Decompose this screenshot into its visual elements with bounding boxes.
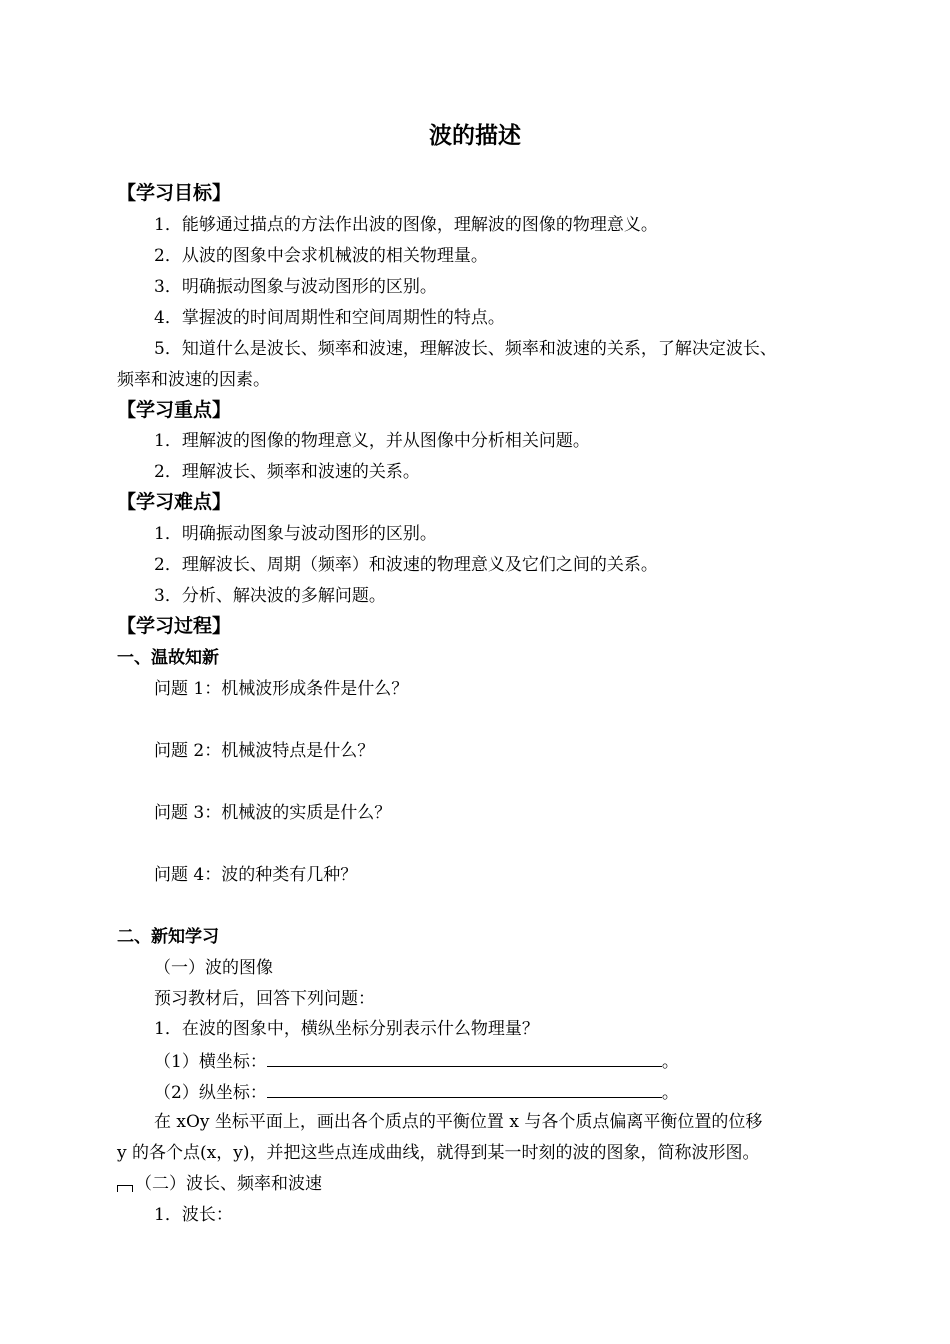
review-question: 问题 4：波的种类有几种？ bbox=[154, 865, 358, 885]
difficulty-item: 3．分析、解决波的多解问题。 bbox=[154, 586, 386, 606]
key-points-heading: 【学习重点】 bbox=[117, 399, 232, 421]
wavelength-section-title: （二）波长、频率和波速 bbox=[135, 1174, 322, 1194]
x-axis-label: （1）横坐标： bbox=[154, 1052, 267, 1072]
difficulty-item: 1．明确振动图象与波动图形的区别。 bbox=[154, 524, 437, 544]
y-axis-answer-blank[interactable] bbox=[267, 1081, 662, 1098]
y-axis-answer-row bbox=[154, 1081, 679, 1103]
y-axis-label: （2）纵坐标： bbox=[154, 1083, 267, 1103]
goal-item: 4．掌握波的时间周期性和空间周期性的特点。 bbox=[154, 308, 505, 328]
new-learning-heading: 二、新知学习 bbox=[117, 927, 219, 947]
x-axis-answer-blank[interactable] bbox=[267, 1050, 662, 1067]
paragraph-line: y 的各个点(x，y)，并把这些点连成曲线，就得到某一时刻的波的图象，简称波形图。 bbox=[117, 1143, 760, 1163]
wavelength-item: 1．波长： bbox=[154, 1205, 233, 1225]
editing-mark-icon bbox=[117, 1185, 133, 1192]
key-point-item: 2．理解波长、频率和波速的关系。 bbox=[154, 462, 420, 482]
goal-item: 2．从波的图象中会求机械波的相关物理量。 bbox=[154, 246, 488, 266]
review-heading: 一、温故知新 bbox=[117, 648, 219, 668]
difficulty-item: 2．理解波长、周期（频率）和波速的物理意义及它们之间的关系。 bbox=[154, 555, 658, 575]
goal-item-continued: 频率和波速的因素。 bbox=[117, 370, 270, 390]
question-axes: 1．在波的图象中，横纵坐标分别表示什么物理量？ bbox=[154, 1019, 539, 1039]
difficulties-heading: 【学习难点】 bbox=[117, 491, 232, 513]
wave-image-section-title: （一）波的图像 bbox=[154, 958, 273, 978]
blank-period: 。 bbox=[661, 1052, 679, 1072]
review-question: 问题 3：机械波的实质是什么？ bbox=[154, 803, 392, 823]
process-heading: 【学习过程】 bbox=[117, 615, 232, 637]
key-point-item: 1．理解波的图像的物理意义，并从图像中分析相关问题。 bbox=[154, 431, 590, 451]
goal-item: 1．能够通过描点的方法作出波的图像，理解波的图像的物理意义。 bbox=[154, 215, 658, 235]
blank-period: 。 bbox=[661, 1083, 679, 1103]
goal-item: 3．明确振动图象与波动图形的区别。 bbox=[154, 277, 437, 297]
x-axis-answer-row bbox=[154, 1050, 679, 1072]
goals-heading: 【学习目标】 bbox=[117, 182, 232, 204]
review-question: 问题 2：机械波特点是什么？ bbox=[154, 741, 375, 761]
review-question: 问题 1：机械波形成条件是什么？ bbox=[154, 679, 409, 699]
paragraph-line: 在 xOy 坐标平面上，画出各个质点的平衡位置 x 与各个质点偏离平衡位置的位移 bbox=[154, 1112, 763, 1132]
page-title: 波的描述 bbox=[429, 123, 521, 149]
preview-instruction: 预习教材后，回答下列问题： bbox=[154, 989, 375, 1009]
goal-item: 5．知道什么是波长、频率和波速，理解波长、频率和波速的关系，了解决定波长、 bbox=[154, 339, 777, 359]
